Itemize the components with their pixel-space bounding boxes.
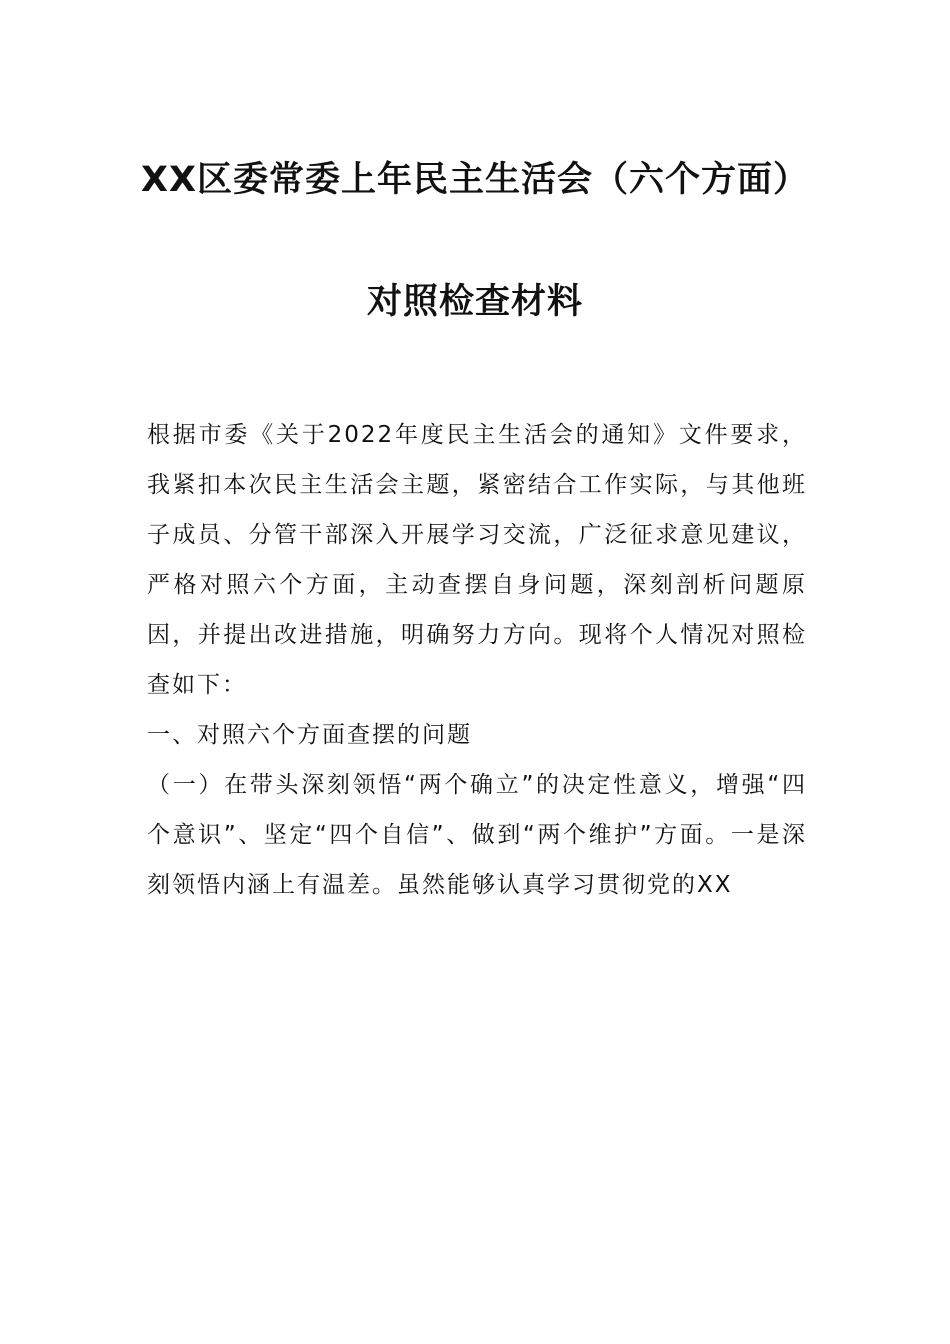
section-heading: 一、对照六个方面查摆的问题	[147, 722, 472, 748]
document-title-line-1: XX区委常委上年民主生活会（六个方面）	[141, 160, 809, 200]
intro-paragraph: 根据市委《关于2022年度民主生活会的通知》文件要求，我紧扣本次民主生活会主题，紧密结合工作实际，与其他班子成员、分管干部深入开展学习交流，广泛征求意见建议，严格对照六个方面，主动查摆自身问题，深刻剖析问题原因，并提出改进措施，明确努力方向。现将个人情况对照检查如下：	[147, 422, 807, 698]
document-title-line-2: 对照检查材料	[366, 282, 583, 322]
subsection-paragraph: （一）在带头深刻领悟“两个确立”的决定性意义，增强“四个意识”、坚定“四个自信”、做到“两个维护”方面。一是深刻领悟内涵上有温差。虽然能够认真学习贯彻党的XX	[147, 772, 807, 898]
document-body	[147, 410, 807, 910]
